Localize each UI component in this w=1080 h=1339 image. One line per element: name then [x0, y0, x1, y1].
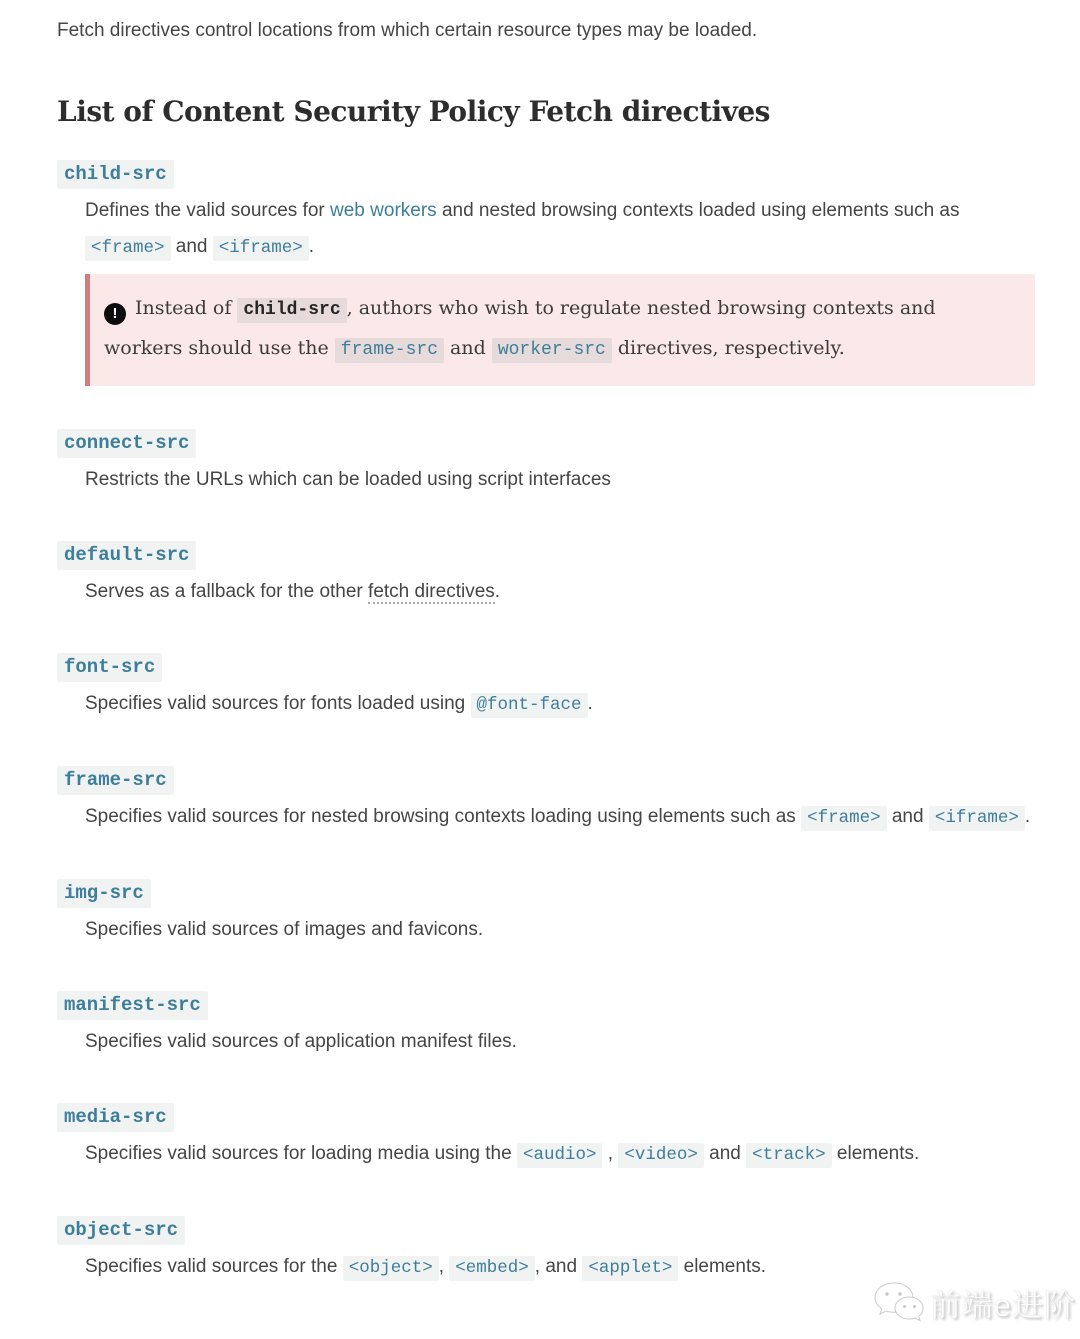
- code-chip: <iframe>: [929, 806, 1025, 831]
- text-run: Specifies valid sources for fonts loaded using: [85, 693, 471, 714]
- directive-term-link[interactable]: [57, 769, 174, 791]
- directive-description: [85, 1024, 1035, 1060]
- page-heading: List of Content Security Policy Fetch directives: [57, 95, 770, 128]
- text-run: Restricts the URLs which can be loaded using script interfaces: [85, 469, 611, 490]
- description-text: [85, 1136, 1035, 1173]
- directives-list: [57, 163, 1035, 1286]
- description-text: [85, 799, 1035, 836]
- watermark-text: 前端e进阶: [929, 1288, 1076, 1323]
- warning-note: [85, 274, 1035, 386]
- directive-term: [57, 1219, 1035, 1241]
- code-chip: <video>: [618, 1143, 704, 1168]
- text-run: and nested browsing contexts loaded using elements such as: [436, 200, 960, 221]
- text-run: .: [494, 581, 501, 602]
- directive-term: [57, 544, 1035, 566]
- text-run: elements.: [678, 1256, 766, 1277]
- inline-link[interactable]: web workers: [330, 200, 437, 221]
- text-run: and: [444, 337, 492, 359]
- text-run: Specifies valid sources for loading media using the: [85, 1143, 517, 1164]
- directive-term: [57, 432, 1035, 454]
- text-run: Specifies valid sources for nested browsing contexts loading using elements such as: [85, 806, 802, 827]
- directive-description: [85, 574, 1035, 610]
- directive-description: [85, 1136, 1035, 1173]
- text-run: and: [886, 806, 929, 827]
- code-chip: <frame>: [801, 806, 887, 831]
- text-run: Specifies valid sources of images and favicons.: [85, 919, 484, 940]
- directive-description: [85, 912, 1035, 948]
- text-run: Specifies valid sources for the: [85, 1256, 343, 1277]
- code-chip: <track>: [746, 1143, 832, 1168]
- exclamation-icon: !: [104, 303, 126, 325]
- code-chip: <frame>: [85, 236, 171, 261]
- text-run: Specifies valid sources of application manifest files.: [85, 1031, 517, 1052]
- directive-term: [57, 1106, 1035, 1128]
- directive-term-link[interactable]: [57, 544, 196, 566]
- directive-term-link[interactable]: [57, 163, 174, 185]
- text-run: .: [308, 236, 315, 257]
- directive-term-code: object-src: [57, 1216, 185, 1245]
- description-text: [85, 193, 1035, 266]
- text-run: .: [1024, 806, 1031, 827]
- inline-code-link[interactable]: [929, 806, 1025, 827]
- text-run: elements.: [831, 1143, 920, 1164]
- inline-code-link[interactable]: [492, 337, 612, 359]
- inline-code-link[interactable]: [343, 1256, 439, 1277]
- code-chip: <applet>: [582, 1256, 678, 1281]
- inline-code-link[interactable]: [746, 1143, 832, 1164]
- inline-code-link[interactable]: [335, 337, 444, 359]
- text-run: Instead of: [135, 297, 238, 319]
- code-chip: <iframe>: [213, 236, 309, 261]
- directive-term: [57, 656, 1035, 678]
- inline-code-link[interactable]: [801, 806, 887, 827]
- inline-code-link[interactable]: [449, 1256, 535, 1277]
- inline-code-link[interactable]: [618, 1143, 704, 1164]
- description-text: [85, 1249, 1035, 1286]
- wechat-logo-icon: [873, 1281, 925, 1325]
- directive-term-code: child-src: [57, 160, 174, 189]
- text-run: Serves as a fallback for the other: [85, 581, 369, 602]
- intro-paragraph: Fetch directives control locations from which certain resource types may be loaded.: [57, 20, 758, 41]
- text-run: , and: [534, 1256, 583, 1277]
- directive-description: [85, 686, 1035, 723]
- text-run: and: [170, 236, 213, 257]
- code-chip: <embed>: [449, 1256, 535, 1281]
- text-run: .: [587, 693, 593, 714]
- code-chip: frame-src: [335, 338, 444, 363]
- text-run: , authors who wish to regulate nested browsing contexts and workers should use the: [104, 297, 936, 359]
- directive-term-link[interactable]: [57, 994, 208, 1016]
- code-chip: <object>: [343, 1256, 439, 1281]
- description-text: [85, 1024, 1035, 1060]
- directive-term-code: connect-src: [57, 429, 196, 458]
- inline-code-link[interactable]: [582, 1256, 678, 1277]
- text-run: Defines the valid sources for: [85, 200, 331, 221]
- code-chip: worker-src: [492, 338, 612, 363]
- directive-term-code: frame-src: [57, 766, 174, 795]
- directive-term-link[interactable]: [57, 656, 162, 678]
- glossary-term[interactable]: fetch directives: [368, 581, 495, 602]
- inline-code-link[interactable]: [213, 236, 309, 257]
- description-text: [85, 462, 1035, 498]
- directive-description: [85, 799, 1035, 836]
- inline-code-link[interactable]: [517, 1143, 603, 1164]
- directive-term-code: media-src: [57, 1103, 174, 1132]
- directive-term-code: manifest-src: [57, 991, 208, 1020]
- directive-term: [57, 994, 1035, 1016]
- directive-term: [57, 163, 1035, 185]
- text-run: directives, respectively.: [611, 337, 845, 359]
- inline-code-bold: child-src: [237, 298, 346, 323]
- directive-description: [85, 193, 1035, 386]
- directive-description: [85, 462, 1035, 498]
- description-text: [85, 686, 1035, 723]
- inline-code-link[interactable]: [85, 236, 171, 257]
- directive-term-code: img-src: [57, 879, 151, 908]
- description-text: [85, 574, 1035, 610]
- directive-term-code: font-src: [57, 653, 162, 682]
- directive-term: [57, 882, 1035, 904]
- watermark: [873, 1280, 1076, 1325]
- directive-term-link[interactable]: [57, 1219, 185, 1241]
- directive-term-link[interactable]: [57, 882, 151, 904]
- directive-term: [57, 769, 1035, 791]
- text-run: and: [703, 1143, 747, 1164]
- directive-term-code: default-src: [57, 541, 196, 570]
- code-chip: @font-face: [471, 693, 588, 718]
- code-chip: <audio>: [517, 1143, 603, 1168]
- inline-code-link[interactable]: [471, 693, 588, 714]
- text-run: ,: [438, 1256, 450, 1277]
- directive-term-link[interactable]: [57, 1106, 174, 1128]
- text-run: ,: [602, 1143, 619, 1164]
- directive-term-link[interactable]: [57, 432, 196, 454]
- directive-description: [85, 1249, 1035, 1286]
- description-text: [85, 912, 1035, 948]
